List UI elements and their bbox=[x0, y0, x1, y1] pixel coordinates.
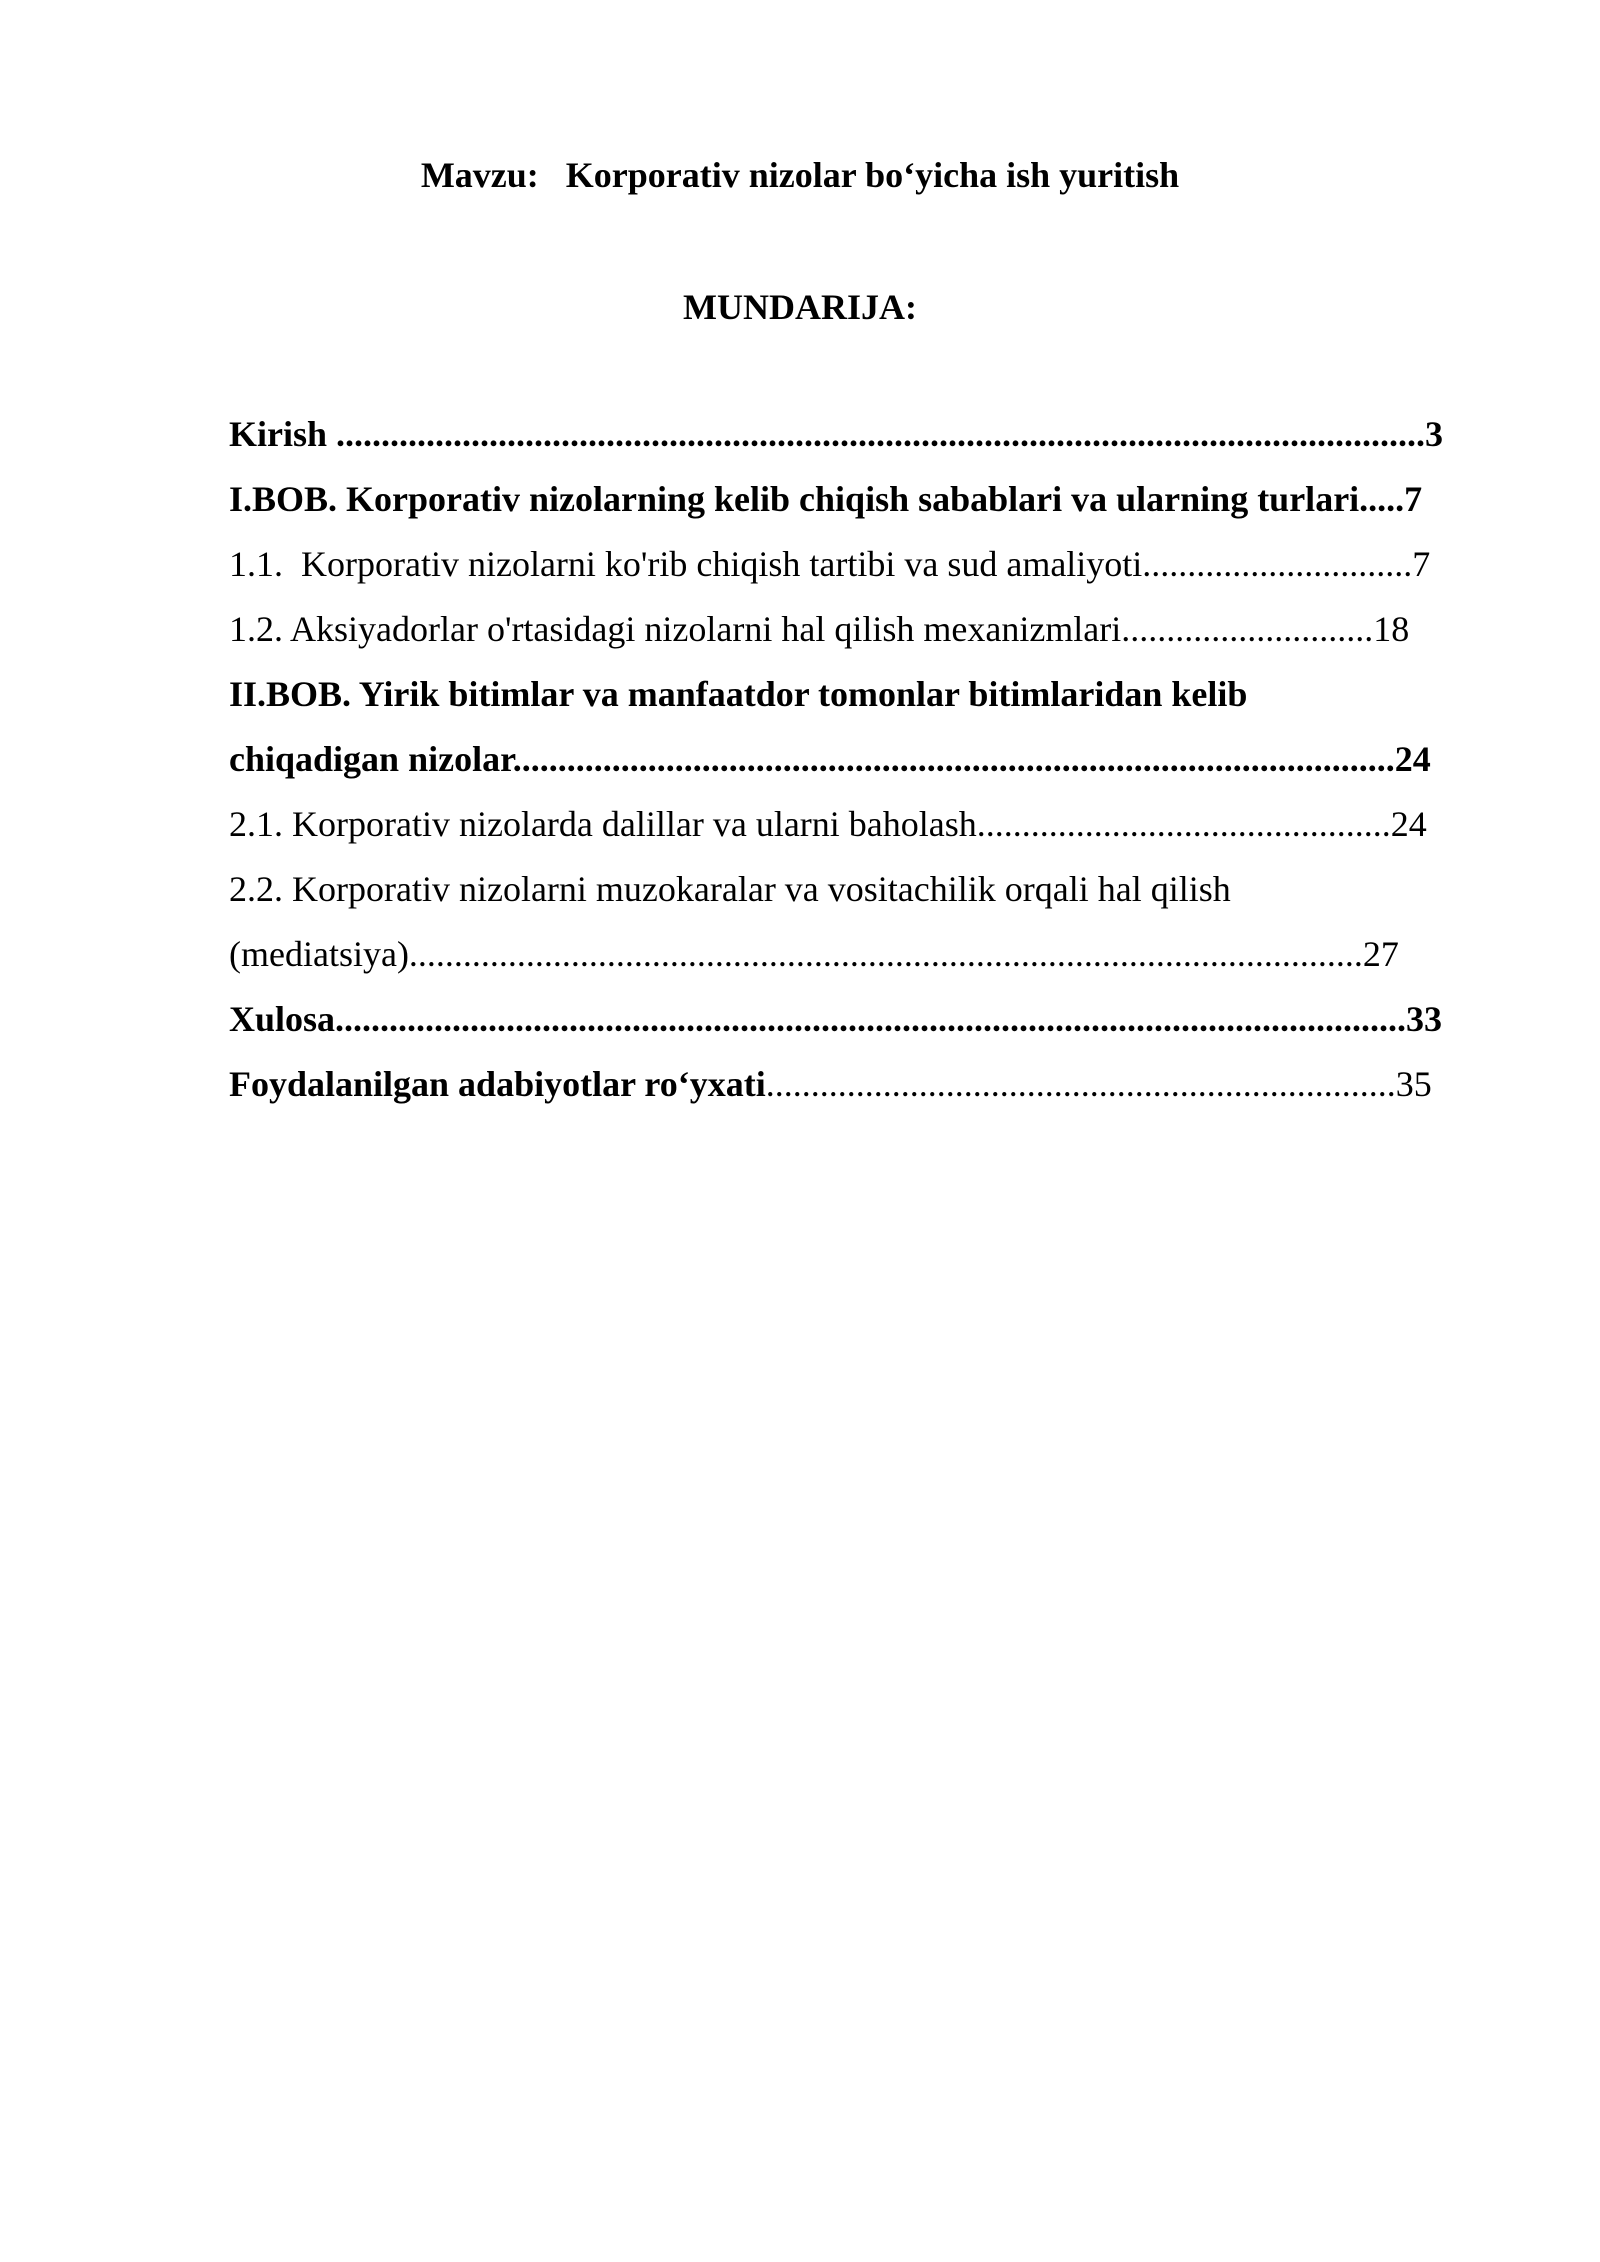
toc-entry-kirish: Kirish .........................................................................................................................3 bbox=[229, 414, 1444, 454]
bibliography-title: Foydalanilgan adabiyotlar ro‘yxati bbox=[229, 1064, 766, 1104]
toc-entry-bibliography bbox=[229, 1059, 1432, 1109]
toc-entry-chapter-2-line-1: II.BOB. Yirik bitimlar va manfaatdor tomonlar bitimlaridan kelib bbox=[229, 674, 1248, 714]
bibliography-leader-page: ......................................................................35 bbox=[765, 1064, 1432, 1104]
toc-entry-xulosa: Xulosa.......................................................................................................................33 bbox=[229, 999, 1443, 1039]
toc-entry-1-2: 1.2. Aksiyadorlar o'rtasidagi nizolarni hal qilish mexanizmlari............................18 bbox=[229, 609, 1410, 649]
toc-entry-chapter-2-line-2: chiqadigan nizolar..................................................................................................24 bbox=[229, 739, 1431, 779]
toc-entry-chapter-1: I.BOB. Korporativ nizolarning kelib chiqish sabablari va ularning turlari.....7 bbox=[229, 479, 1423, 519]
toc-title: MUNDARIJA: bbox=[683, 287, 917, 327]
toc-entry-2-2-line-1: 2.2. Korporativ nizolarni muzokaralar va vositachilik orqali hal qilish bbox=[229, 869, 1231, 909]
document-topic: Mavzu: Korporativ nizolar bo‘yicha ish yuritish bbox=[420, 155, 1180, 195]
toc-entry-2-1: 2.1. Korporativ nizolarda dalillar va ularni baholash..............................................24 bbox=[229, 804, 1427, 844]
toc-entry-2-2-line-2: (mediatsiya)..........................................................................................................27 bbox=[229, 934, 1399, 974]
toc-entry-1-1: 1.1. Korporativ nizolarni ko'rib chiqish tartibi va sud amaliyoti..............................7 bbox=[229, 544, 1431, 584]
